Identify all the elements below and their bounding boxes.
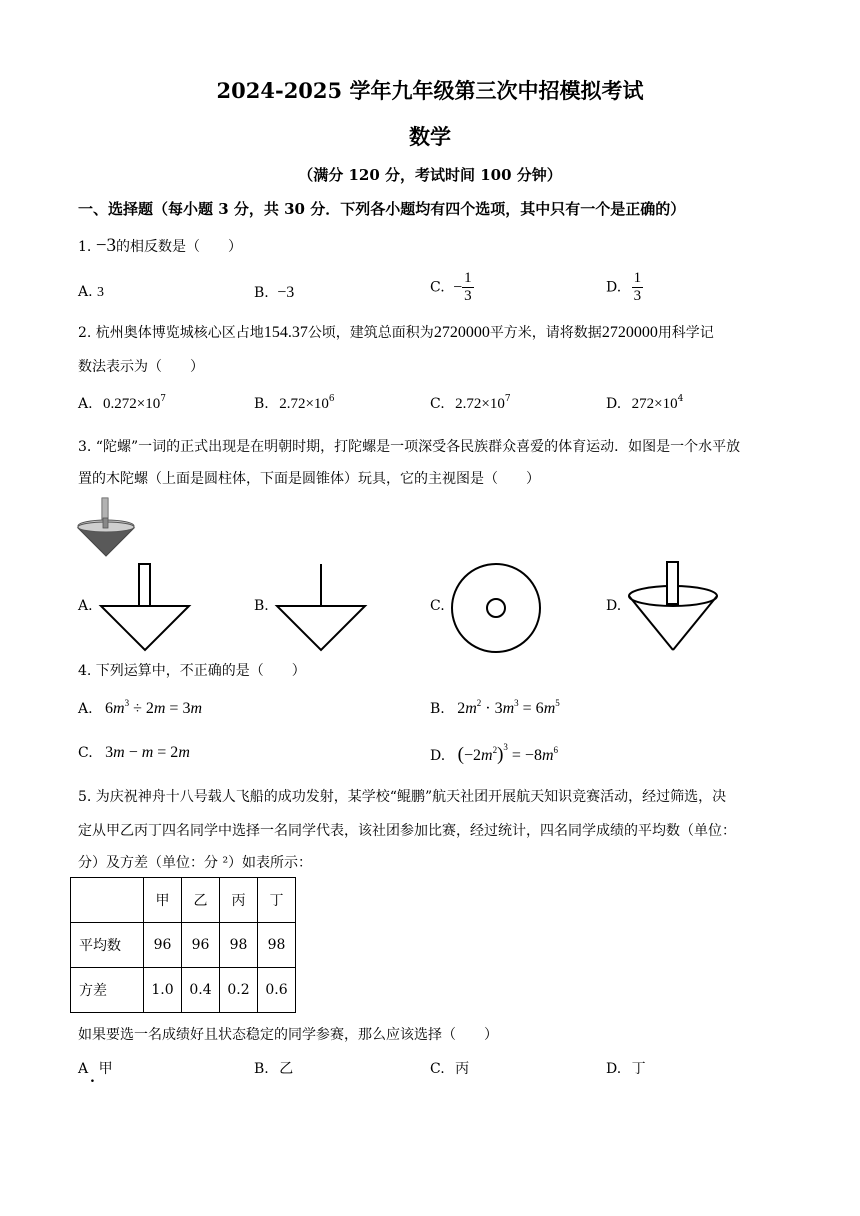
q5-option-d[interactable]: D. 丁	[606, 1061, 646, 1077]
question-5-line3: 分）及方差（单位：分 ²）如表所示：	[78, 855, 313, 871]
q4-option-c[interactable]: C. 3m − m = 2m	[78, 744, 190, 761]
q3-option-d-label[interactable]: D.	[606, 598, 622, 614]
question-1	[78, 235, 242, 257]
q4-option-a[interactable]: A. $6m^3 \div 2m = 3m$	[78, 698, 203, 717]
q3-option-c-figure[interactable]	[450, 562, 542, 654]
q5-option-a[interactable]: A 甲	[78, 1061, 113, 1077]
q4-d-expression: $(-2m^2)^3 = -8m^6$	[457, 742, 558, 765]
q1-number: 1.	[78, 239, 92, 255]
q4-option-d[interactable]: D. $(-2m^2)^3 = -8m^6$	[430, 742, 558, 765]
option-label: C.	[430, 279, 445, 296]
option-label: A.	[78, 284, 93, 300]
question-5-line1: 5. 为庆祝神舟十八号载人飞船的成功发射，某学校“鲲鹏”航天社团开展航天知识竞赛活动，经过筛选，决	[78, 789, 727, 805]
spinning-top-figure	[78, 498, 138, 560]
option-value: 3	[97, 285, 105, 300]
q5-option-b[interactable]: B. 乙	[254, 1061, 294, 1077]
question-2-line2: 数法表示为（ ）	[78, 359, 204, 375]
exam-info: （满分 120 分，考试时间 100 分钟）	[298, 166, 562, 184]
q3-option-b-label[interactable]: B.	[254, 598, 269, 614]
question-4-stem: 4. 下列运算中，不正确的是（ ）	[78, 663, 306, 679]
question-2-line1: 2. 杭州奥体博览城核心区占地154.37公顷，建筑总面积为2720000平方米，请将数据2720000用科学记	[78, 324, 714, 341]
q1-option-b[interactable]	[254, 284, 294, 302]
q5-option-a-dot: .	[90, 1070, 95, 1086]
q1-option-a[interactable]	[78, 284, 104, 301]
q2-option-d[interactable]: D. $272\times 10^4$	[606, 394, 684, 412]
question-3-line1: 3. “陀螺”一词的正式出现是在明朝时期，打陀螺是一项深受各民族群众喜爱的体育运动．如图是一个水平放	[78, 439, 741, 455]
table-row: 平均数 96 96 98 98	[71, 923, 296, 968]
subject-title: 数学	[409, 124, 451, 149]
question-5-ask: 如果要选一名成绩好且状态稳定的同学参赛，那么应该选择（ ）	[78, 1027, 498, 1043]
q3-option-a-figure[interactable]	[100, 564, 190, 654]
q2-option-c[interactable]: C. $2.72\times 10^7$	[430, 394, 511, 412]
q3-option-d-figure[interactable]	[628, 562, 720, 654]
q4-option-b[interactable]: B. $2m^2 \cdot 3m^3 = 6m^5$	[430, 698, 560, 717]
fraction: $\frac{1}{3}$	[464, 270, 472, 304]
table-row: 方差 1.0 0.4 0.2 0.6	[71, 968, 296, 1013]
option-label: D.	[606, 279, 622, 296]
question-5-line2: 定从甲乙丙丁四名同学中选择一名同学代表，该社团参加比赛，经过统计，四名同学成绩的平均数（单位：	[78, 823, 736, 839]
question-3-line2: 置的木陀螺（上面是圆柱体，下面是圆锥体）玩具，它的主视图是（ ）	[78, 471, 540, 487]
q2-option-b[interactable]: B. $2.72\times 10^6$	[254, 394, 335, 412]
option-value: −3	[277, 284, 295, 301]
table-header-row: 甲 乙 丙 丁	[71, 878, 296, 923]
q1-option-d[interactable]	[606, 270, 643, 305]
q2-option-a[interactable]: A. $0.272\times 10^7$	[78, 394, 166, 412]
q1-expression: −3	[95, 235, 117, 256]
q4-c-expression: 3m − m = 2m	[105, 744, 190, 761]
score-table	[70, 877, 296, 1013]
q5-option-c[interactable]: C. 丙	[430, 1061, 470, 1077]
option-label: B.	[254, 285, 269, 301]
q4-a-expression: $6m^3 \div 2m = 3m$	[105, 698, 203, 717]
q4-b-expression: $2m^2 \cdot 3m^3 = 6m^5$	[457, 698, 560, 717]
exam-title: 2024-2025 学年九年级第三次中招模拟考试	[216, 78, 644, 103]
q3-option-b-figure[interactable]	[276, 564, 366, 654]
q1-option-c[interactable]	[430, 270, 474, 305]
q1-stem: 的相反数是（ ）	[116, 239, 243, 255]
fraction: $\frac{1}{3}$	[633, 270, 642, 304]
q3-option-c-label[interactable]: C.	[430, 598, 445, 614]
option-sign: −	[453, 278, 463, 296]
section-heading: 一、选择题（每小题 3 分，共 30 分．下列各小题均有四个选项，其中只有一个是正确的）	[78, 200, 686, 218]
q3-option-a-label[interactable]: A.	[78, 598, 93, 614]
